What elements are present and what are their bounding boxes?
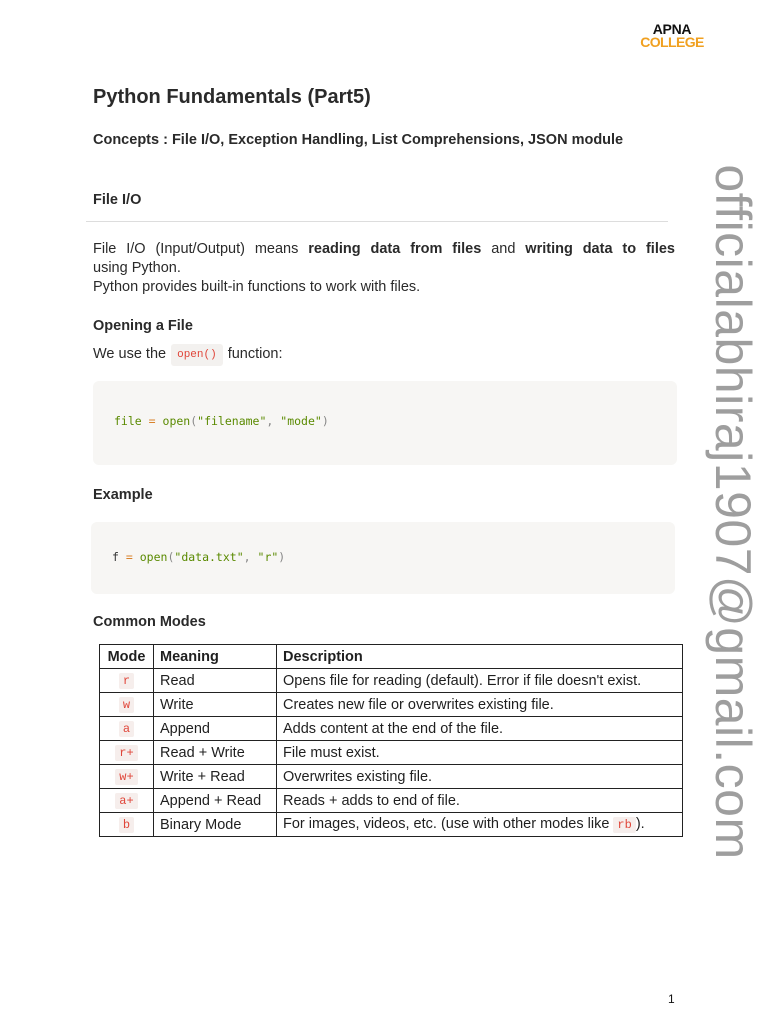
meaning-cell: Write + Read — [154, 765, 277, 789]
logo-line-college: COLLEGE — [640, 34, 704, 50]
mode-cell — [100, 669, 154, 693]
page-number: 1 — [668, 992, 675, 1006]
section-divider — [86, 221, 668, 222]
inline-code-open: open() — [171, 344, 223, 366]
open-function-sentence: We use the open() function: — [93, 344, 283, 366]
intro-line-1: File I/O (Input/Output) means reading data from files and writing data to files — [93, 241, 675, 257]
table-row — [100, 693, 683, 717]
table-row — [100, 669, 683, 693]
code-line: file = open("filename", "mode") — [114, 414, 329, 428]
table-row — [100, 765, 683, 789]
description-cell: File must exist. — [277, 741, 683, 765]
mode-cell — [100, 813, 154, 837]
heading-example: Example — [93, 487, 153, 503]
mode-cell — [100, 789, 154, 813]
mode-cell — [100, 765, 154, 789]
meaning-cell: Append + Read — [154, 789, 277, 813]
mode-code: r+ — [115, 745, 137, 761]
bold-reading: reading data from files — [308, 241, 482, 257]
description-cell: Creates new file or overwrites existing file. — [277, 693, 683, 717]
header-description: Description — [277, 645, 683, 669]
table-header-row — [100, 645, 683, 669]
description-cell: Adds content at the end of the file. — [277, 717, 683, 741]
mode-code: a+ — [115, 793, 137, 809]
description-cell: Overwrites existing file. — [277, 765, 683, 789]
section-heading-file-io: File I/O — [93, 192, 142, 208]
modes-table — [99, 644, 683, 837]
description-cell: Reads + adds to end of file. — [277, 789, 683, 813]
meaning-cell: Append — [154, 717, 277, 741]
header-meaning: Meaning — [154, 645, 277, 669]
table-row — [100, 789, 683, 813]
intro-paragraph — [93, 240, 675, 297]
description-cell: Opens file for reading (default). Error if file doesn't exist. — [277, 669, 683, 693]
logo-line-apna: APNA — [652, 21, 692, 37]
mode-code: w+ — [115, 769, 137, 785]
table-row — [100, 813, 683, 837]
mode-code: w — [119, 697, 134, 713]
mode-cell — [100, 741, 154, 765]
meaning-cell: Binary Mode — [154, 813, 277, 837]
email-watermark: officialabhiraj1907@gmail.com — [705, 164, 761, 860]
apna-college-logo — [640, 22, 704, 49]
meaning-cell: Read — [154, 669, 277, 693]
page-title: Python Fundamentals (Part5) — [93, 86, 371, 108]
mode-code: a — [119, 721, 134, 737]
bold-writing: writing data to files — [525, 241, 675, 257]
table-row — [100, 741, 683, 765]
code-block-open-syntax — [93, 381, 677, 465]
intro-line-3: Python provides built-in functions to work with files. — [93, 279, 421, 295]
table-row — [100, 717, 683, 741]
mode-code: b — [119, 817, 134, 833]
meaning-cell: Write — [154, 693, 277, 717]
heading-opening-a-file: Opening a File — [93, 318, 193, 334]
mode-cell — [100, 693, 154, 717]
code-block-example — [91, 522, 675, 594]
concepts-line: Concepts : File I/O, Exception Handling, List Comprehensions, JSON module — [93, 132, 624, 148]
intro-line-2: using Python. — [93, 260, 181, 276]
description-cell: For images, videos, etc. (use with other modes like rb ). — [277, 813, 683, 837]
mode-cell — [100, 717, 154, 741]
meaning-cell: Read + Write — [154, 741, 277, 765]
code-line: f = open("data.txt", "r") — [112, 550, 286, 564]
mode-code: r — [119, 673, 134, 689]
inline-code-rb: rb — [613, 817, 635, 833]
header-mode: Mode — [100, 645, 154, 669]
heading-common-modes: Common Modes — [93, 614, 206, 630]
